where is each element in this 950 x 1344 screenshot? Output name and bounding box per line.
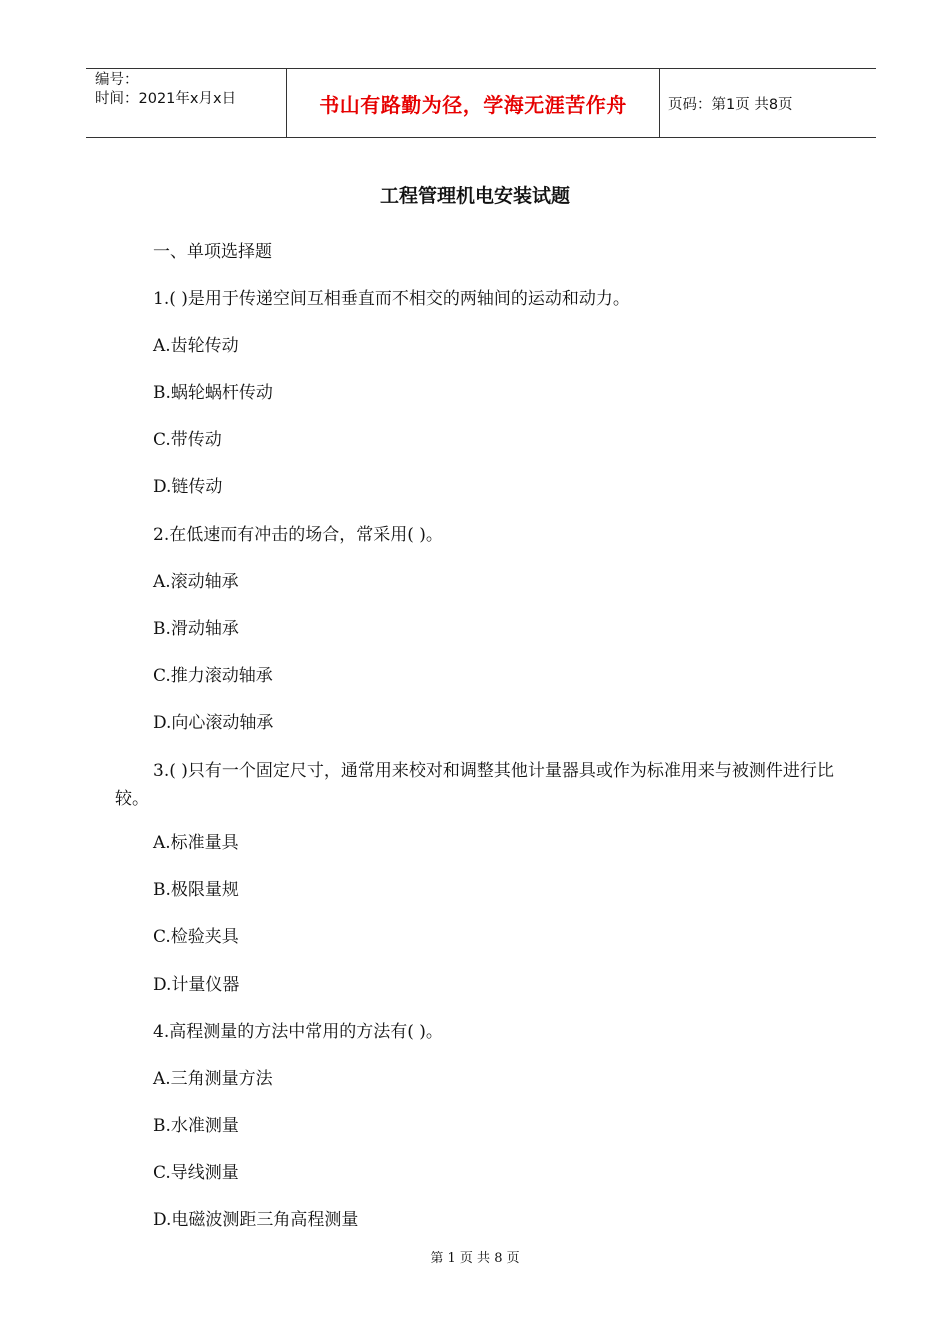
option-2d: D.向心滚动轴承	[153, 713, 274, 733]
option-4b: B.水准测量	[153, 1116, 239, 1136]
option-4c: C.导线测量	[153, 1163, 239, 1183]
page-number-label: 页码：第1页 共8页	[668, 96, 793, 113]
header-page-cell	[660, 69, 876, 137]
document-title: 工程管理机电安装试题	[379, 185, 570, 207]
option-4a: A.三角测量方法	[153, 1069, 273, 1089]
page-footer: 第 1 页 共 8 页	[430, 1251, 520, 1266]
option-3b: B.极限量规	[153, 880, 239, 900]
option-3c: C.检验夹具	[153, 927, 239, 947]
question-stem-1: 1.( )是用于传递空间互相垂直而不相交的两轴间的运动和动力。	[153, 289, 630, 309]
header-motto-cell	[287, 69, 660, 137]
option-1d: D.链传动	[153, 477, 223, 497]
motto-text: 书山有路勤为径，学海无涯苦作舟	[319, 92, 627, 117]
option-1b: B.蜗轮蜗杆传动	[153, 383, 273, 403]
question-stem-3: 3.( )只有一个固定尺寸，通常用来校对和调整其他计量器具或作为标准用来与被测件进行比较。	[115, 761, 834, 809]
time-label: 时间：2021年x月x日	[95, 91, 237, 107]
section-heading: 一、单项选择题	[153, 242, 272, 262]
question-stem-2: 2.在低速而有冲击的场合，常采用( )。	[153, 525, 443, 545]
option-4d: D.电磁波测距三角高程测量	[153, 1210, 359, 1230]
question-stem-4: 4.高程测量的方法中常用的方法有( )。	[153, 1022, 443, 1042]
option-3a: A.标准量具	[153, 833, 239, 853]
option-3d: D.计量仪器	[153, 975, 240, 995]
option-2c: C.推力滚动轴承	[153, 666, 273, 686]
option-2a: A.滚动轴承	[153, 572, 239, 592]
option-2b: B.滑动轴承	[153, 619, 239, 639]
number-label: 编号：	[95, 72, 139, 88]
page-header	[86, 68, 876, 138]
header-info-cell	[86, 69, 287, 137]
option-1a: A.齿轮传动	[153, 336, 239, 356]
option-1c: C.带传动	[153, 430, 222, 450]
